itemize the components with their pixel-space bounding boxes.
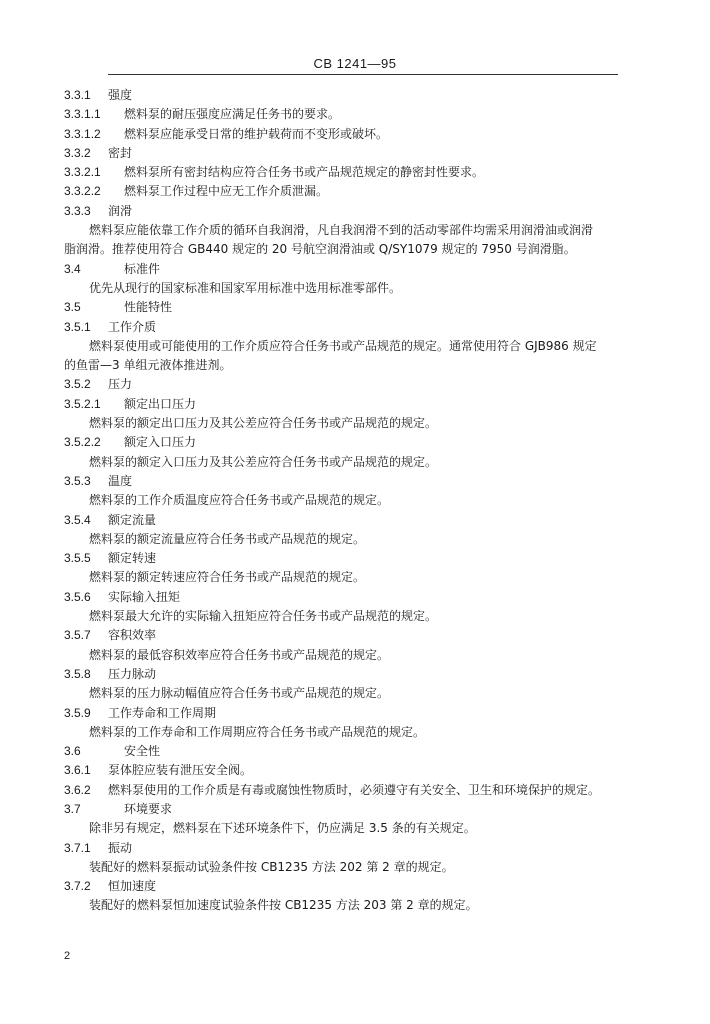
section-number: 3.5.2.1 bbox=[64, 396, 101, 411]
section-title: 标准件 bbox=[124, 261, 161, 276]
section-heading bbox=[0, 549, 710, 568]
section-heading bbox=[0, 395, 710, 414]
section-title: 额定转速 bbox=[108, 551, 157, 566]
section-title: 额定入口压力 bbox=[124, 435, 197, 450]
standard-number: CB 1241—95 bbox=[313, 56, 397, 71]
section-number: 3.3.1.1 bbox=[64, 107, 101, 122]
paragraph-line: 燃料泵使用或可能使用的工作介质应符合任务书或产品规范的规定。通常使用符合 GJB986 规定 bbox=[89, 338, 597, 353]
section-title: 工作寿命和工作周期 bbox=[108, 705, 217, 720]
section-title: 环境要求 bbox=[124, 801, 173, 816]
section-number: 3.3.3 bbox=[64, 203, 91, 218]
section-title: 燃料泵的耐压强度应满足任务书的要求。 bbox=[124, 107, 341, 122]
section-heading bbox=[0, 318, 710, 337]
section-heading bbox=[0, 839, 710, 858]
section-heading bbox=[0, 665, 710, 684]
section-title: 容积效率 bbox=[108, 628, 157, 643]
section-title: 强度 bbox=[108, 88, 133, 102]
section-heading bbox=[0, 588, 710, 607]
paragraph-line: 装配好的燃料泵振动试验条件按 CB1235 方法 202 第 2 章的规定。 bbox=[89, 859, 454, 874]
paragraph-line: 燃料泵应能依靠工作介质的循环自我润滑，凡自我润滑不到的活动零部件均需采用润滑油或润滑 bbox=[89, 223, 594, 238]
section-number: 3.5.6 bbox=[64, 589, 91, 604]
section-title: 压力脉动 bbox=[108, 666, 157, 681]
section-number: 3.3.2 bbox=[64, 145, 91, 160]
section-heading bbox=[0, 105, 710, 124]
paragraph-line: 燃料泵的额定出口压力及其公差应符合任务书或产品规范的规定。 bbox=[89, 416, 438, 431]
paragraph-line: 燃料泵的工作介质温度应符合任务书或产品规范的规定。 bbox=[89, 493, 390, 508]
document-body bbox=[0, 86, 710, 916]
section-heading bbox=[0, 144, 710, 163]
paragraph-continuation: 脂润滑。推荐使用符合 GB440 规定的 20 号航空润滑油或 Q/SY1079 规定的 7950 号润滑脂。 bbox=[64, 242, 576, 257]
section-heading bbox=[0, 375, 710, 394]
section-number: 3.3.2.1 bbox=[64, 165, 101, 180]
section-number: 3.3.1 bbox=[64, 88, 91, 102]
section-number: 3.5.2.2 bbox=[64, 435, 101, 450]
paragraph-line: 燃料泵最大允许的实际输入扭矩应符合任务书或产品规范的规定。 bbox=[89, 609, 438, 624]
section-heading bbox=[0, 202, 710, 221]
paragraph-line: 燃料泵的额定转速应符合任务书或产品规范的规定。 bbox=[89, 570, 366, 585]
paragraph-line: 优先从现行的国家标准和国家军用标准中选用标准零部件。 bbox=[89, 280, 402, 295]
paragraph-line: 燃料泵的额定入口压力及其公差应符合任务书或产品规范的规定。 bbox=[89, 454, 438, 469]
section-heading bbox=[0, 433, 710, 452]
section-heading bbox=[0, 472, 710, 491]
section-number: 3.7.1 bbox=[64, 840, 91, 855]
paragraph-line: 燃料泵的工作寿命和工作周期应符合任务书或产品规范的规定。 bbox=[89, 724, 426, 739]
section-number: 3.7 bbox=[64, 801, 81, 816]
section-heading bbox=[0, 260, 710, 279]
section-title: 工作介质 bbox=[108, 319, 157, 334]
section-number: 3.7.2 bbox=[64, 879, 91, 894]
section-number: 3.5.2 bbox=[64, 377, 91, 392]
section-title: 安全性 bbox=[124, 744, 161, 759]
section-number: 3.5.7 bbox=[64, 628, 91, 643]
paragraph-continuation: 的鱼雷—3 单组元液体推进剂。 bbox=[64, 358, 232, 373]
section-title: 性能特性 bbox=[124, 300, 173, 315]
section-title: 实际输入扭矩 bbox=[108, 589, 181, 604]
section-heading bbox=[0, 761, 710, 780]
section-heading bbox=[0, 511, 710, 530]
section-heading bbox=[0, 86, 710, 105]
section-title: 泵体腔应装有泄压安全阀。 bbox=[108, 763, 253, 778]
section-number: 3.5 bbox=[64, 300, 81, 315]
paragraph-line: 燃料泵的压力脉动幅值应符合任务书或产品规范的规定。 bbox=[89, 686, 390, 701]
section-title: 压力 bbox=[108, 377, 133, 392]
section-title: 额定出口压力 bbox=[124, 396, 197, 411]
section-title: 额定流量 bbox=[108, 512, 157, 527]
paragraph-line: 装配好的燃料泵恒加速度试验条件按 CB1235 方法 203 第 2 章的规定。 bbox=[89, 898, 478, 913]
section-heading bbox=[0, 742, 710, 761]
section-title: 密封 bbox=[108, 145, 133, 160]
section-number: 3.5.3 bbox=[64, 473, 91, 488]
section-number: 3.3.2.2 bbox=[64, 184, 101, 199]
section-title: 润滑 bbox=[108, 203, 133, 218]
paragraph-line: 除非另有规定，燃料泵在下述环境条件下，仍应满足 3.5 条的有关规定。 bbox=[89, 821, 476, 836]
section-number: 3.6.2 bbox=[64, 782, 91, 797]
section-number: 3.5.5 bbox=[64, 551, 91, 566]
paragraph-line: 燃料泵的最低容积效率应符合任务书或产品规范的规定。 bbox=[89, 647, 390, 662]
section-number: 3.5.8 bbox=[64, 666, 91, 681]
section-number: 3.5.4 bbox=[64, 512, 91, 527]
section-heading bbox=[0, 704, 710, 723]
section-title: 燃料泵所有密封结构应符合任务书或产品规范规定的静密封性要求。 bbox=[124, 165, 485, 180]
paragraph-line: 燃料泵的额定流量应符合任务书或产品规范的规定。 bbox=[89, 531, 366, 546]
section-title: 燃料泵工作过程中应无工作介质泄漏。 bbox=[124, 184, 329, 199]
section-heading bbox=[0, 182, 710, 201]
section-heading bbox=[0, 163, 710, 182]
page-number: 2 bbox=[64, 950, 71, 962]
section-heading bbox=[0, 125, 710, 144]
section-number: 3.3.1.2 bbox=[64, 126, 101, 141]
section-title: 燃料泵使用的工作介质是有毒或腐蚀性物质时，必须遵守有关安全、卫生和环境保护的规定。 bbox=[108, 782, 601, 797]
section-title: 振动 bbox=[108, 840, 133, 855]
section-title: 温度 bbox=[108, 473, 133, 488]
section-number: 3.4 bbox=[64, 261, 81, 276]
section-heading bbox=[0, 781, 710, 800]
section-title: 恒加速度 bbox=[108, 879, 157, 894]
section-heading bbox=[0, 800, 710, 819]
section-number: 3.5.1 bbox=[64, 319, 91, 334]
section-number: 3.6 bbox=[64, 744, 81, 759]
section-number: 3.5.9 bbox=[64, 705, 91, 720]
section-number: 3.6.1 bbox=[64, 763, 91, 778]
section-heading bbox=[0, 877, 710, 896]
section-heading bbox=[0, 626, 710, 645]
section-title: 燃料泵应能承受日常的维护载荷而不变形或破坏。 bbox=[124, 126, 389, 141]
section-heading bbox=[0, 298, 710, 317]
header-rule bbox=[108, 74, 618, 75]
